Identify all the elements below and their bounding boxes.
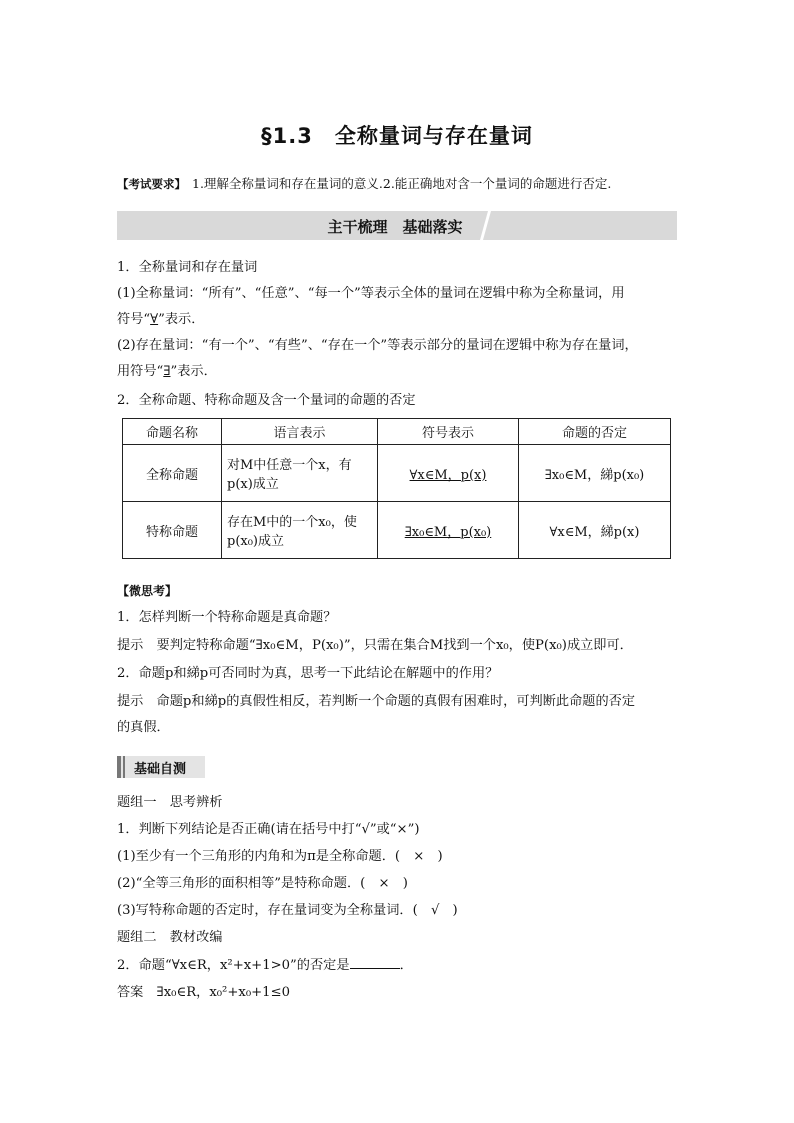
list-item: (2)“全等三角形的面积相等”是特称命题．( × ) [117,876,408,891]
think-tag: 【微思考】 [117,584,178,598]
table-header: 命题的否定 [519,419,671,445]
p2-post: ”表示． [170,364,217,379]
p1-post: ”表示． [158,312,205,327]
table-cell-lang: 对M中任意一个x，有p(x)成立 [222,445,378,502]
symbol-text: ∃x₀∈M，p(x₀) [404,524,492,540]
page-title: §1.3 全称量词与存在量词 [261,124,533,148]
forall-symbol: ∀ [150,312,159,327]
section1-p1-line2 [117,307,682,333]
think-a1: 提示 要判定特称命题“∃x₀∈M，P(x₀)”，只需在集合M找到一个x₀，使P(x₀)成立即可． [117,638,633,653]
group2-heading: 题组二 教材改编 [117,930,223,945]
section1-p2-line1: (2)存在量词：“有一个”、“有些”、“存在一个”等表示部分的量词在逻辑中称为存在量词， [117,338,638,353]
section1-p1-line1: (1)全称量词：“所有”、“任意”、“每一个”等表示全体的量词在逻辑中称为全称量词，用 [117,286,625,301]
self-test-answer: 答案 ∃x₀∈R，x₀²+x₀+1≤0 [117,985,290,1000]
exam-requirements [117,174,677,192]
table-cell-name: 全称命题 [123,445,222,502]
self-test-q1: 1．判断下列结论是否正确(请在括号中打“√”或“×”) [117,822,420,837]
p2-pre: 用符号“ [117,364,164,379]
table-header: 命题名称 [123,419,222,445]
p1-pre: 符号“ [117,312,151,327]
q2-end: ． [399,958,413,973]
table-cell-negation [519,502,671,559]
group1-heading: 题组一 思考辨析 [117,795,223,810]
table-header: 符号表示 [378,419,519,445]
list-item: (1)至少有一个三角形的内角和为π是全称命题．( × ) [117,849,443,864]
banner-title: 主干梳理 基础落实 [327,218,463,236]
list-item: (3)写特称命题的否定时，存在量词变为全称量词．( √ ) [117,903,458,918]
table-row [123,502,671,559]
self-test-bar [123,756,125,778]
negation-text: ∀x∈M，綈p(x) [549,524,640,540]
table-header: 语言表示 [222,419,378,445]
think-a2-line1: 提示 命题p和綈p的真假性相反，若判断一个命题的真假有困难时，可判断此命题的否定 [117,694,636,709]
section2-heading: 2．全称命题、特称命题及含一个量词的命题的否定 [117,393,416,408]
q2-text: 2．命题“∀x∈R，x²+x+1>0”的否定是 [117,958,350,973]
table-cell-name: 特称命题 [123,502,222,559]
exam-req-text: 1.理解全称量词和存在量词的意义.2.能正确地对含一个量词的命题进行否定. [192,176,612,191]
answer-blank [350,956,400,969]
quantifier-table [122,418,671,559]
negation-text: ∃x₀∈M，綈p(x₀) [544,467,645,483]
self-test-bar [117,756,121,778]
table-cell-lang: 存在M中的一个x₀，使p(x₀)成立 [222,502,378,559]
section1-heading: 1．全称量词和存在量词 [117,260,258,275]
table-cell-symbol [378,445,519,502]
table-row [123,445,671,502]
table-cell-symbol [378,502,519,559]
section1-p2-line2 [117,359,682,385]
self-test-label: 基础自测 [134,762,187,777]
self-test-q2 [117,953,682,979]
think-q1: 1．怎样判断一个特称命题是真命题？ [117,610,337,625]
think-a2-line2: 的真假． [117,720,170,735]
symbol-text: ∀x∈M，p(x) [409,467,487,483]
exam-req-tag: 【考试要求】 [117,177,186,191]
table-header-row [123,419,671,445]
exists-symbol: ∃ [163,364,171,379]
table-cell-negation [519,445,671,502]
think-q2: 2．命题p和綈p可否同时为真，思考一下此结论在解题中的作用？ [117,666,499,681]
